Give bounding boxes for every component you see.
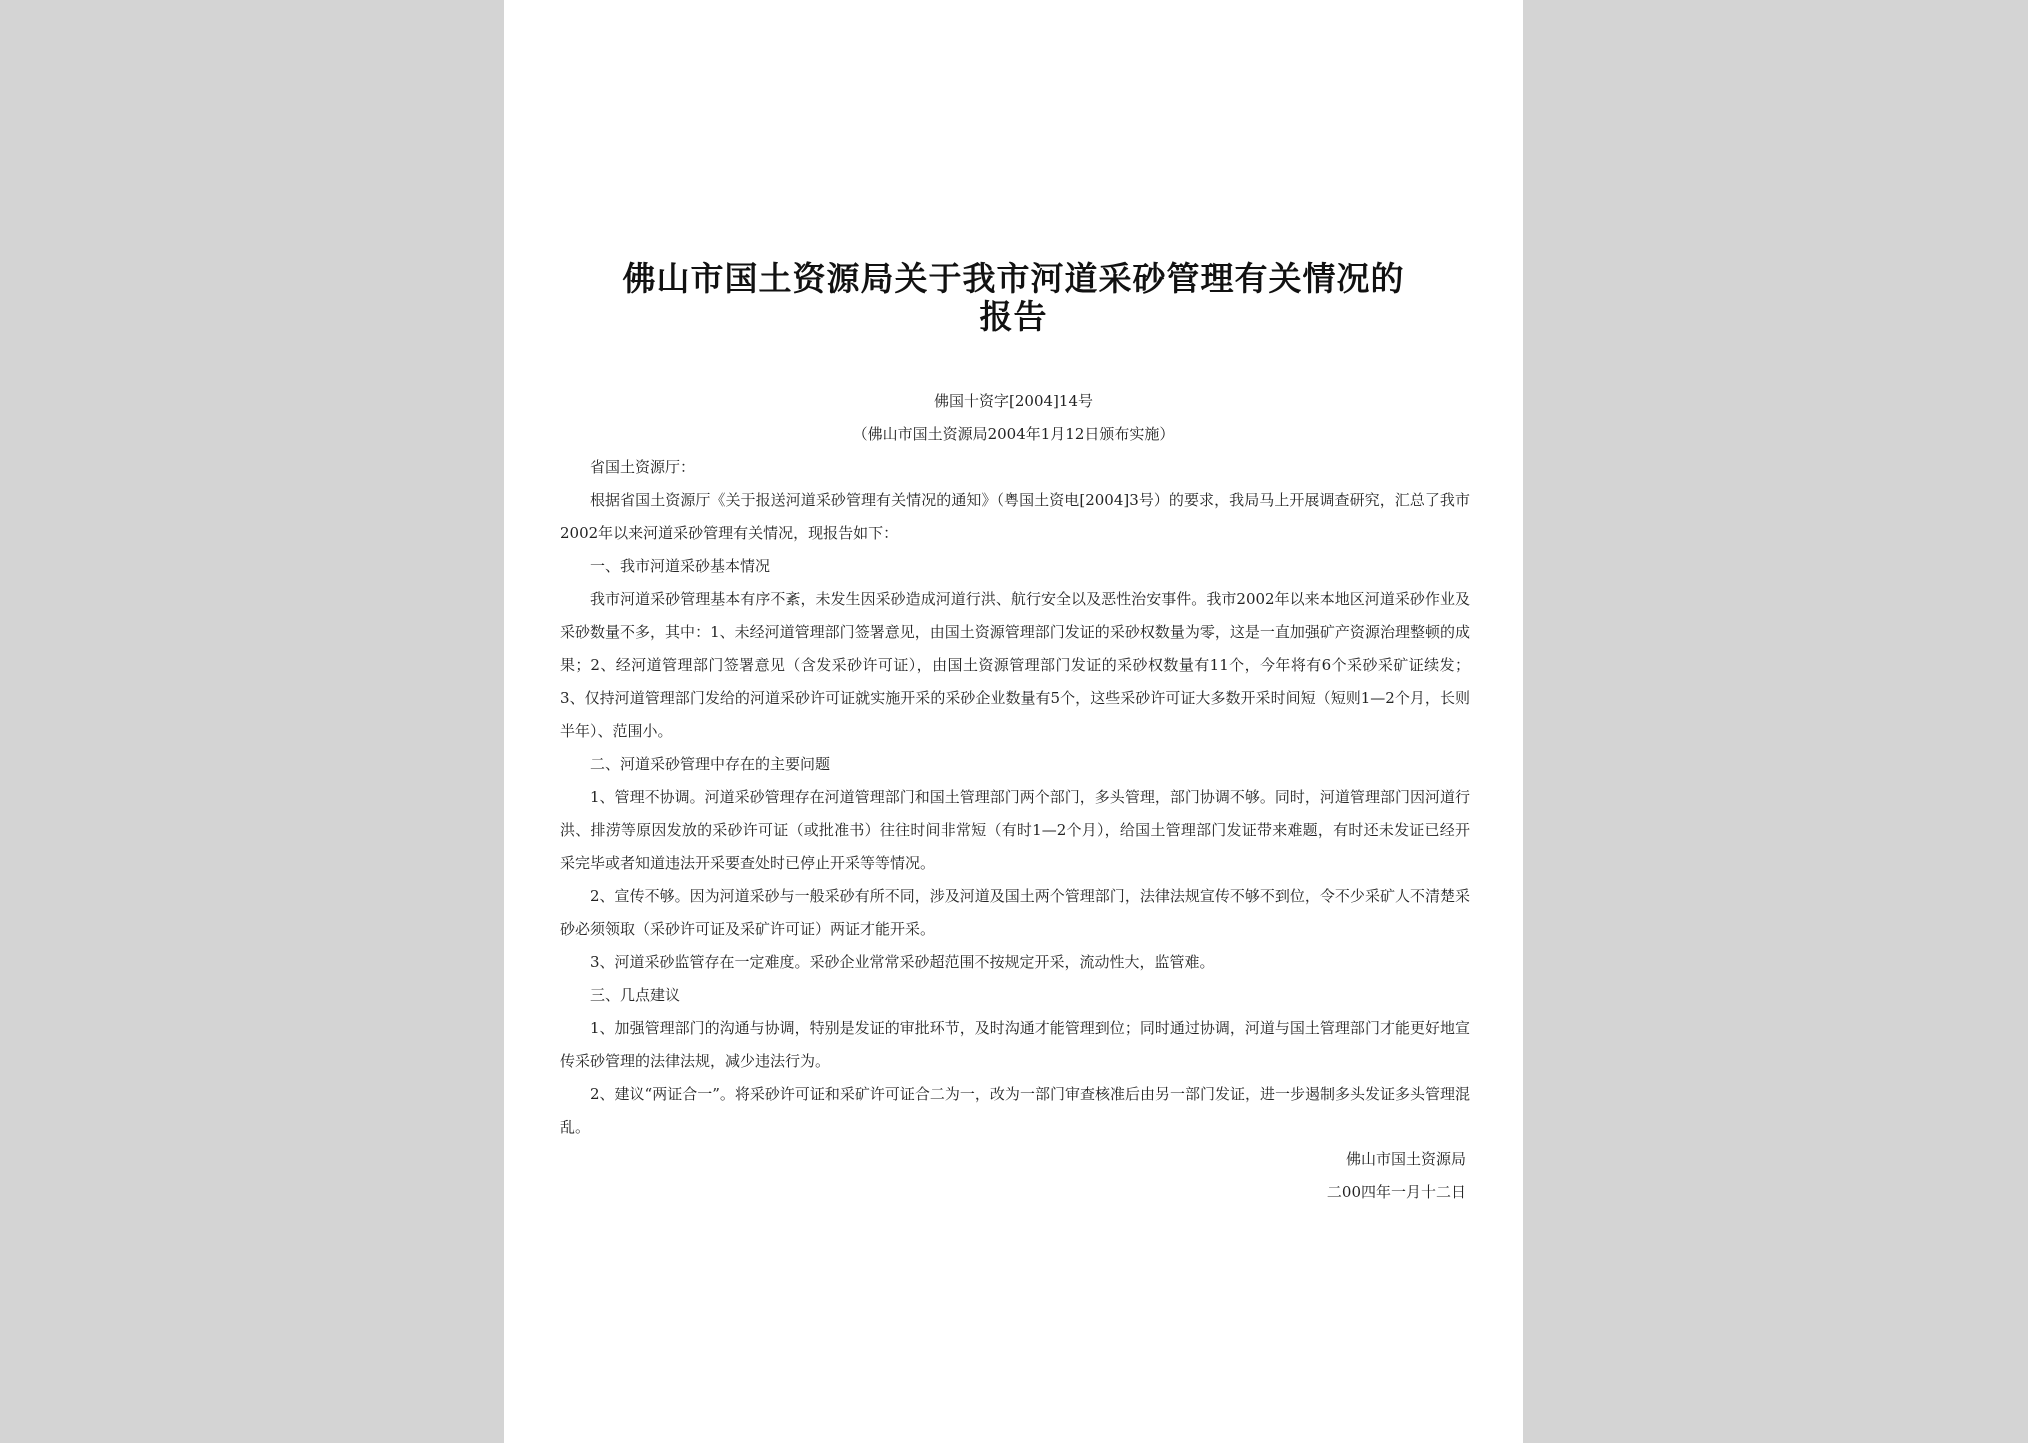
- section-heading: 三、几点建议: [590, 986, 681, 1004]
- paragraph: 3、河道采砂监管存在一定难度。采砂企业常常采砂超范围不按规定开采，流动性大，监管难。: [590, 953, 1215, 971]
- title-line-1: 佛山市国土资源局关于我市河道采砂管理有关情况的: [622, 259, 1405, 298]
- paragraph: 我市河道采砂管理基本有序不紊，未发生因采砂造成河道行洪、航行安全以及恶性治安事件。我市2002年以来本地区河道采砂作业及采砂数量不多，其中：1、未经河道管理部门签署意见，由国土资源管理部门发证的采砂权数量为零，这是一直加强矿产资源治理整顿的成果；2、经河道管理部门签署意见（含发采砂许可证），由国土资源管理部门发证的采砂权数量有11个，今年将有6个采砂采矿证续发；3、仅持河道管理部门发给的河道采砂许可证就实施开采的采砂企业数量有5个，这些采砂许可证大多数开采时间短（短则1—2个月，长则半年）、范围小。: [560, 590, 1470, 740]
- paragraph: 1、管理不协调。河道采砂管理存在河道管理部门和国土管理部门两个部门，多头管理，部门协调不够。同时，河道管理部门因河道行洪、排涝等原因发放的采砂许可证（或批准书）往往时间非常短（有时1—2个月），给国土管理部门发证带来难题，有时还未发证已经开采完毕或者知道违法开采要查处时已停止开采等等情况。: [560, 788, 1470, 872]
- salutation: 省国土资源厅：: [590, 458, 696, 476]
- document-title: [504, 260, 1523, 336]
- document-body: [560, 451, 1470, 1144]
- section-heading: 一、我市河道采砂基本情况: [590, 557, 771, 575]
- paragraph: 根据省国土资源厅《关于报送河道采砂管理有关情况的通知》（粤国土资电[2004]3号）的要求，我局马上开展调查研究，汇总了我市2002年以来河道采砂管理有关情况，现报告如下：: [560, 491, 1470, 542]
- issue-note: （佛山市国土资源局2004年1月12日颁布实施）: [852, 425, 1175, 443]
- paragraph: 2、宣传不够。因为河道采砂与一般采砂有所不同，涉及河道及国土两个管理部门，法律法规宣传不够不到位，令不少采矿人不清楚采砂必须领取（采砂许可证及采矿许可证）两证才能开采。: [560, 887, 1470, 938]
- signature-date: 二00四年一月十二日: [1326, 1183, 1466, 1201]
- signature-block: [1327, 1143, 1466, 1209]
- section-heading: 二、河道采砂管理中存在的主要问题: [590, 755, 831, 773]
- title-line-2: 报告: [979, 297, 1048, 336]
- signature-organization: 佛山市国土资源局: [1345, 1150, 1466, 1168]
- paragraph: 2、建议“两证合一”。将采砂许可证和采矿许可证合二为一，改为一部门审查核准后由另一部门发证，进一步遏制多头发证多头管理混乱。: [560, 1085, 1470, 1136]
- document-page: [504, 0, 1523, 1443]
- document-number: 佛国十资字[2004]14号: [934, 392, 1093, 410]
- paragraph: 1、加强管理部门的沟通与协调，特别是发证的审批环节，及时沟通才能管理到位；同时通过协调，河道与国土管理部门才能更好地宣传采砂管理的法律法规，减少违法行为。: [560, 1019, 1470, 1070]
